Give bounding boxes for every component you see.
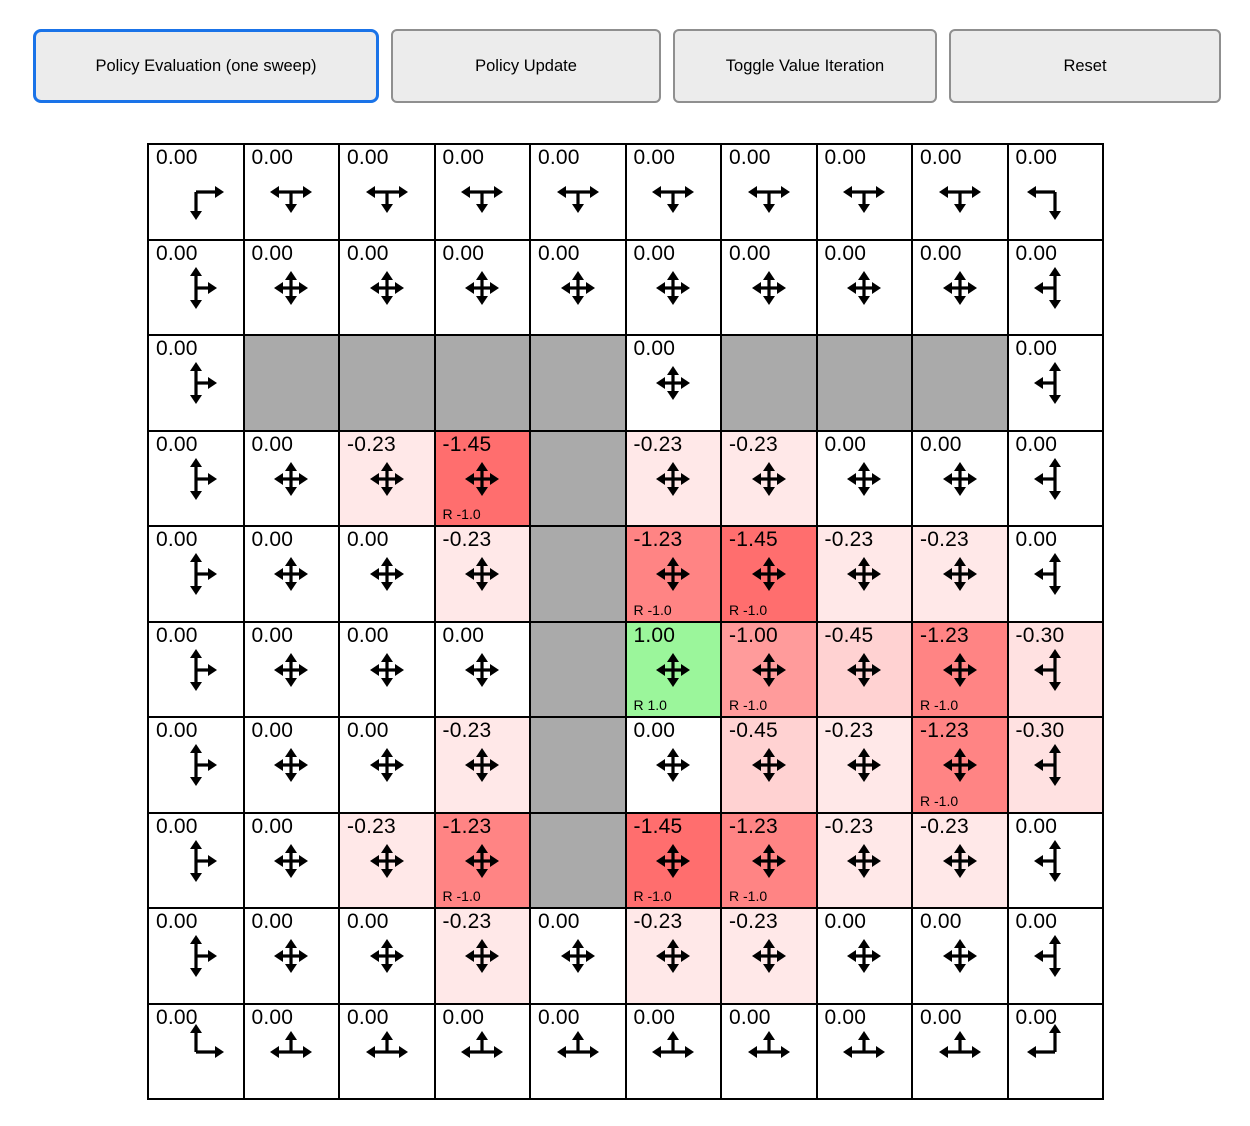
grid-cell-r0-c7[interactable] xyxy=(818,145,912,239)
cell-value: 0.00 xyxy=(156,432,198,456)
policy-arrows-icon xyxy=(832,829,896,893)
grid-cell-r3-c5[interactable] xyxy=(627,432,721,526)
policy-arrows-icon xyxy=(164,1020,228,1084)
grid-cell-r8-c1[interactable] xyxy=(245,909,339,1003)
wall-cell-r2-c7[interactable] xyxy=(818,336,912,430)
grid-cell-r1-c5[interactable] xyxy=(627,241,721,335)
wall-cell-r2-c8[interactable] xyxy=(913,336,1007,430)
wall-cell-r2-c6[interactable] xyxy=(722,336,816,430)
grid-cell-r4-c5[interactable] xyxy=(627,527,721,621)
policy-arrows-icon xyxy=(355,638,419,702)
policy-arrows-icon xyxy=(164,256,228,320)
policy-update-button[interactable]: Policy Update xyxy=(391,29,661,103)
grid-cell-r4-c8[interactable] xyxy=(913,527,1007,621)
cell-value: 0.00 xyxy=(920,146,962,169)
cell-value: 0.00 xyxy=(442,1005,485,1029)
policy-arrows-icon xyxy=(546,924,610,988)
policy-evaluation-button[interactable]: Policy Evaluation (one sweep) xyxy=(33,29,379,103)
grid-cell-r0-c1[interactable] xyxy=(245,145,339,239)
policy-arrows-icon xyxy=(928,160,992,224)
grid-cell-r3-c0[interactable] xyxy=(149,432,243,526)
policy-arrows-icon xyxy=(832,733,896,797)
cell-value: 0.00 xyxy=(1015,432,1058,456)
policy-arrows-icon xyxy=(832,542,896,606)
grid-cell-r5-c6[interactable] xyxy=(722,623,816,717)
cell-value: 0.00 xyxy=(824,146,867,169)
policy-arrows-icon xyxy=(450,542,514,606)
grid-cell-r9-c8[interactable] xyxy=(913,1005,1007,1099)
grid-cell-r9-c9[interactable] xyxy=(1009,1005,1103,1099)
grid-cell-r8-c3[interactable] xyxy=(436,909,530,1003)
policy-arrows-icon xyxy=(928,542,992,606)
policy-arrows-icon xyxy=(450,924,514,988)
cell-value: 0.00 xyxy=(824,241,867,265)
cell-value: 0.00 xyxy=(347,719,389,742)
grid-cell-r3-c2[interactable] xyxy=(340,432,434,526)
cell-value: -0.23 xyxy=(824,814,874,838)
grid-cell-r0-c2[interactable] xyxy=(340,145,434,239)
policy-arrows-icon xyxy=(832,160,896,224)
policy-arrows-icon xyxy=(641,256,705,320)
cell-value: -1.00 xyxy=(729,623,778,647)
grid-cell-r8-c6[interactable] xyxy=(722,909,816,1003)
policy-arrows-icon xyxy=(259,256,323,320)
grid-cell-r1-c2[interactable] xyxy=(340,241,434,335)
policy-arrows-icon xyxy=(641,447,705,511)
grid-cell-r9-c1[interactable] xyxy=(245,1005,339,1099)
cell-value: 0.00 xyxy=(251,623,294,647)
policy-arrows-icon xyxy=(164,542,228,606)
cell-value: -0.23 xyxy=(633,910,683,933)
grid-cell-r9-c6[interactable] xyxy=(722,1005,816,1099)
grid-cell-r1-c0[interactable] xyxy=(149,241,243,335)
policy-arrows-icon xyxy=(164,351,228,415)
grid-cell-r0-c4[interactable] xyxy=(531,145,625,239)
policy-arrows-icon xyxy=(164,638,228,702)
cell-value: 0.00 xyxy=(729,146,771,169)
cell-value: 0.00 xyxy=(251,241,294,265)
cell-value: 0.00 xyxy=(347,146,389,169)
policy-arrows-icon xyxy=(1023,160,1087,224)
policy-arrows-icon xyxy=(355,1020,419,1084)
policy-arrows-icon xyxy=(928,1020,992,1084)
cell-value: -1.23 xyxy=(729,814,778,838)
policy-arrows-icon xyxy=(832,924,896,988)
cell-value: -0.23 xyxy=(442,528,492,551)
grid-cell-r6-c9[interactable] xyxy=(1009,718,1103,812)
policy-arrows-icon xyxy=(1023,829,1087,893)
policy-arrows-icon xyxy=(164,829,228,893)
cell-value: 0.00 xyxy=(1015,337,1058,360)
cell-value: 0.00 xyxy=(251,719,294,742)
grid-cell-r5-c0[interactable] xyxy=(149,623,243,717)
policy-arrows-icon xyxy=(355,733,419,797)
cell-value: 0.00 xyxy=(920,1005,962,1029)
cell-reward-label: R -1.0 xyxy=(442,506,481,522)
cell-value: -0.23 xyxy=(920,814,969,838)
cell-value: 0.00 xyxy=(538,910,580,933)
wall-cell-r4-c4[interactable] xyxy=(531,527,625,621)
cell-value: -0.23 xyxy=(729,432,778,456)
cell-value: 0.00 xyxy=(824,432,867,456)
cell-value: 0.00 xyxy=(156,146,198,169)
grid-cell-r4-c2[interactable] xyxy=(340,527,434,621)
grid-cell-r7-c5[interactable] xyxy=(627,814,721,908)
grid-cell-r4-c7[interactable] xyxy=(818,527,912,621)
cell-value: 0.00 xyxy=(251,1005,294,1029)
cell-value: 0.00 xyxy=(1015,1005,1058,1029)
grid-cell-r6-c5[interactable] xyxy=(627,718,721,812)
grid-cell-r6-c2[interactable] xyxy=(340,718,434,812)
policy-arrows-icon xyxy=(928,829,992,893)
policy-arrows-icon xyxy=(641,542,705,606)
grid-cell-r9-c7[interactable] xyxy=(818,1005,912,1099)
grid-cell-r8-c2[interactable] xyxy=(340,909,434,1003)
grid-cell-r7-c1[interactable] xyxy=(245,814,339,908)
grid-cell-r3-c1[interactable] xyxy=(245,432,339,526)
wall-cell-r7-c4[interactable] xyxy=(531,814,625,908)
cell-value: 0.00 xyxy=(347,910,389,933)
grid-cell-r6-c3[interactable] xyxy=(436,718,530,812)
policy-arrows-icon xyxy=(164,447,228,511)
wall-cell-r2-c3[interactable] xyxy=(436,336,530,430)
cell-value: 0.00 xyxy=(1015,910,1058,933)
toolbar xyxy=(33,29,1221,103)
grid-cell-r9-c5[interactable] xyxy=(627,1005,721,1099)
policy-arrows-icon xyxy=(737,160,801,224)
grid-cell-r3-c8[interactable] xyxy=(913,432,1007,526)
grid-cell-r1-c1[interactable] xyxy=(245,241,339,335)
cell-value: -0.23 xyxy=(442,910,492,933)
grid-cell-r0-c9[interactable] xyxy=(1009,145,1103,239)
policy-arrows-icon xyxy=(450,638,514,702)
cell-value: 0.00 xyxy=(1015,814,1058,838)
cell-value: 0.00 xyxy=(920,910,962,933)
cell-value: 0.00 xyxy=(442,146,485,169)
policy-arrows-icon xyxy=(259,542,323,606)
policy-arrows-icon xyxy=(928,447,992,511)
cell-value: -0.23 xyxy=(920,528,969,551)
grid-cell-r8-c4[interactable] xyxy=(531,909,625,1003)
policy-arrows-icon xyxy=(737,829,801,893)
grid-cell-r6-c7[interactable] xyxy=(818,718,912,812)
cell-value: 0.00 xyxy=(633,1005,676,1029)
grid-cell-r4-c9[interactable] xyxy=(1009,527,1103,621)
cell-value: -1.23 xyxy=(920,719,969,742)
policy-arrows-icon xyxy=(450,256,514,320)
policy-arrows-icon xyxy=(259,829,323,893)
grid-cell-r4-c0[interactable] xyxy=(149,527,243,621)
grid-cell-r0-c3[interactable] xyxy=(436,145,530,239)
grid-cell-r0-c6[interactable] xyxy=(722,145,816,239)
grid-cell-r3-c9[interactable] xyxy=(1009,432,1103,526)
cell-value: -0.23 xyxy=(347,432,396,456)
grid-cell-r8-c5[interactable] xyxy=(627,909,721,1003)
policy-arrows-icon xyxy=(450,160,514,224)
cell-value: 0.00 xyxy=(633,146,676,169)
cell-value: 0.00 xyxy=(442,623,485,647)
policy-arrows-icon xyxy=(737,1020,801,1084)
grid-cell-r1-c9[interactable] xyxy=(1009,241,1103,335)
cell-value: -0.23 xyxy=(633,432,683,456)
grid-cell-r9-c2[interactable] xyxy=(340,1005,434,1099)
policy-arrows-icon xyxy=(737,638,801,702)
cell-value: -0.23 xyxy=(824,528,874,551)
grid-cell-r0-c0[interactable] xyxy=(149,145,243,239)
grid-cell-r7-c8[interactable] xyxy=(913,814,1007,908)
cell-value: -0.30 xyxy=(1015,623,1065,647)
grid-cell-r7-c2[interactable] xyxy=(340,814,434,908)
cell-value: 0.00 xyxy=(633,241,676,265)
cell-value: -0.23 xyxy=(729,910,778,933)
policy-arrows-icon xyxy=(546,256,610,320)
policy-arrows-icon xyxy=(737,733,801,797)
grid-cell-r6-c6[interactable] xyxy=(722,718,816,812)
grid-cell-r5-c5[interactable] xyxy=(627,623,721,717)
reset-button[interactable]: Reset xyxy=(949,29,1221,103)
cell-value: 0.00 xyxy=(156,719,198,742)
cell-value: 0.00 xyxy=(251,814,294,838)
grid-cell-r5-c1[interactable] xyxy=(245,623,339,717)
cell-value: 0.00 xyxy=(251,146,294,169)
policy-arrows-icon xyxy=(450,1020,514,1084)
cell-value: -1.45 xyxy=(633,814,683,838)
cell-reward-label: R -1.0 xyxy=(633,601,672,618)
policy-arrows-icon xyxy=(1023,351,1087,415)
policy-arrows-icon xyxy=(259,638,323,702)
cell-value: 0.00 xyxy=(156,910,198,933)
policy-arrows-icon xyxy=(450,447,514,511)
toggle-value-iteration-button[interactable]: Toggle Value Iteration xyxy=(673,29,937,103)
cell-value: 0.00 xyxy=(538,1005,580,1029)
grid-cell-r1-c8[interactable] xyxy=(913,241,1007,335)
policy-arrows-icon xyxy=(164,160,228,224)
cell-reward-label: R 1.0 xyxy=(633,697,667,713)
wall-cell-r3-c4[interactable] xyxy=(531,432,625,526)
cell-value: 0.00 xyxy=(538,146,580,169)
cell-value: 0.00 xyxy=(156,528,198,551)
grid-cell-r6-c1[interactable] xyxy=(245,718,339,812)
policy-arrows-icon xyxy=(928,733,992,797)
grid-cell-r5-c7[interactable] xyxy=(818,623,912,717)
grid-cell-r7-c0[interactable] xyxy=(149,814,243,908)
grid-cell-r9-c0[interactable] xyxy=(149,1005,243,1099)
policy-arrows-icon xyxy=(641,1020,705,1084)
cell-reward-label: R -1.0 xyxy=(729,697,768,713)
policy-arrows-icon xyxy=(832,447,896,511)
cell-value: 0.00 xyxy=(729,1005,771,1029)
policy-arrows-icon xyxy=(355,256,419,320)
cell-value: 0.00 xyxy=(824,1005,867,1029)
policy-arrows-icon xyxy=(259,160,323,224)
policy-arrows-icon xyxy=(355,924,419,988)
policy-arrows-icon xyxy=(164,733,228,797)
grid-cell-r9-c4[interactable] xyxy=(531,1005,625,1099)
cell-value: 0.00 xyxy=(1015,241,1058,265)
cell-value: -1.23 xyxy=(442,814,492,838)
grid-cell-r2-c9[interactable] xyxy=(1009,336,1103,430)
cell-value: 0.00 xyxy=(824,910,867,933)
cell-value: 0.00 xyxy=(442,241,485,265)
grid-cell-r2-c5[interactable] xyxy=(627,336,721,430)
cell-value: 0.00 xyxy=(633,337,676,360)
policy-arrows-icon xyxy=(1023,733,1087,797)
policy-arrows-icon xyxy=(259,447,323,511)
policy-arrows-icon xyxy=(259,1020,323,1084)
cell-value: -0.45 xyxy=(729,719,778,742)
grid-cell-r4-c6[interactable] xyxy=(722,527,816,621)
grid-cell-r0-c5[interactable] xyxy=(627,145,721,239)
grid-cell-r7-c9[interactable] xyxy=(1009,814,1103,908)
wall-cell-r6-c4[interactable] xyxy=(531,718,625,812)
cell-value: -1.45 xyxy=(729,528,778,551)
cell-value: 0.00 xyxy=(920,241,962,265)
cell-value: 0.00 xyxy=(251,910,294,933)
grid-cell-r2-c0[interactable] xyxy=(149,336,243,430)
cell-value: -0.45 xyxy=(824,623,874,647)
grid-cell-r8-c7[interactable] xyxy=(818,909,912,1003)
policy-arrows-icon xyxy=(259,924,323,988)
gridworld xyxy=(147,143,1104,1100)
policy-arrows-icon xyxy=(641,733,705,797)
grid-cell-r7-c6[interactable] xyxy=(722,814,816,908)
cell-value: 0.00 xyxy=(251,432,294,456)
grid-cell-r7-c3[interactable] xyxy=(436,814,530,908)
cell-value: 0.00 xyxy=(347,1005,389,1029)
policy-arrows-icon xyxy=(641,829,705,893)
cell-value: 0.00 xyxy=(156,814,198,838)
policy-arrows-icon xyxy=(832,638,896,702)
policy-arrows-icon xyxy=(928,638,992,702)
policy-arrows-icon xyxy=(355,542,419,606)
grid-cell-r1-c3[interactable] xyxy=(436,241,530,335)
grid-cell-r8-c0[interactable] xyxy=(149,909,243,1003)
cell-value: -1.23 xyxy=(920,623,969,647)
cell-value: -0.23 xyxy=(347,814,396,838)
grid-cell-r5-c2[interactable] xyxy=(340,623,434,717)
cell-value: 0.00 xyxy=(1015,146,1058,169)
policy-arrows-icon xyxy=(641,924,705,988)
wall-cell-r2-c1[interactable] xyxy=(245,336,339,430)
policy-arrows-icon xyxy=(546,160,610,224)
policy-arrows-icon xyxy=(546,1020,610,1084)
wall-cell-r2-c2[interactable] xyxy=(340,336,434,430)
policy-arrows-icon xyxy=(641,160,705,224)
cell-reward-label: R -1.0 xyxy=(920,792,959,809)
grid-cell-r3-c3[interactable] xyxy=(436,432,530,526)
policy-arrows-icon xyxy=(832,1020,896,1084)
cell-value: -0.23 xyxy=(442,719,492,742)
policy-arrows-icon xyxy=(641,351,705,415)
policy-arrows-icon xyxy=(355,160,419,224)
cell-value: 0.00 xyxy=(156,337,198,360)
cell-value: 1.00 xyxy=(633,623,676,647)
grid-cell-r1-c7[interactable] xyxy=(818,241,912,335)
grid-cell-r1-c4[interactable] xyxy=(531,241,625,335)
cell-reward-label: R -1.0 xyxy=(920,697,959,713)
grid-cell-r6-c0[interactable] xyxy=(149,718,243,812)
policy-arrows-icon xyxy=(1023,638,1087,702)
grid-cell-r7-c7[interactable] xyxy=(818,814,912,908)
cell-value: -1.45 xyxy=(442,432,492,456)
cell-value: 0.00 xyxy=(156,241,198,265)
policy-arrows-icon xyxy=(1023,1020,1087,1084)
policy-arrows-icon xyxy=(928,256,992,320)
grid-cell-r4-c1[interactable] xyxy=(245,527,339,621)
grid-cell-r4-c3[interactable] xyxy=(436,527,530,621)
cell-value: 0.00 xyxy=(251,528,294,551)
policy-arrows-icon xyxy=(164,924,228,988)
policy-arrows-icon xyxy=(737,542,801,606)
grid-cell-r3-c7[interactable] xyxy=(818,432,912,526)
policy-arrows-icon xyxy=(355,447,419,511)
grid-cell-r1-c6[interactable] xyxy=(722,241,816,335)
grid-cell-r5-c3[interactable] xyxy=(436,623,530,717)
policy-arrows-icon xyxy=(355,829,419,893)
policy-arrows-icon xyxy=(450,733,514,797)
grid-cell-r5-c8[interactable] xyxy=(913,623,1007,717)
cell-reward-label: R -1.0 xyxy=(442,888,481,904)
policy-arrows-icon xyxy=(1023,542,1087,606)
wall-cell-r5-c4[interactable] xyxy=(531,623,625,717)
policy-arrows-icon xyxy=(450,829,514,893)
grid-cell-r3-c6[interactable] xyxy=(722,432,816,526)
cell-value: 0.00 xyxy=(347,623,389,647)
cell-value: 0.00 xyxy=(920,432,962,456)
cell-value: -0.23 xyxy=(824,719,874,742)
policy-arrows-icon xyxy=(259,733,323,797)
cell-value: -0.30 xyxy=(1015,719,1065,742)
grid-cell-r9-c3[interactable] xyxy=(436,1005,530,1099)
cell-value: 0.00 xyxy=(347,241,389,265)
policy-arrows-icon xyxy=(1023,924,1087,988)
wall-cell-r2-c4[interactable] xyxy=(531,336,625,430)
policy-arrows-icon xyxy=(1023,256,1087,320)
policy-arrows-icon xyxy=(832,256,896,320)
policy-arrows-icon xyxy=(1023,447,1087,511)
cell-value: 0.00 xyxy=(156,1005,198,1029)
cell-value: 0.00 xyxy=(633,719,676,742)
cell-value: 0.00 xyxy=(1015,528,1058,551)
cell-reward-label: R -1.0 xyxy=(729,601,768,618)
cell-value: 0.00 xyxy=(347,528,389,551)
cell-value: 0.00 xyxy=(729,241,771,265)
grid-cell-r8-c8[interactable] xyxy=(913,909,1007,1003)
cell-value: 0.00 xyxy=(156,623,198,647)
policy-arrows-icon xyxy=(641,638,705,702)
policy-arrows-icon xyxy=(737,447,801,511)
cell-reward-label: R -1.0 xyxy=(633,888,672,904)
grid-cell-r0-c8[interactable] xyxy=(913,145,1007,239)
cell-value: -1.23 xyxy=(633,528,683,551)
cell-reward-label: R -1.0 xyxy=(729,888,768,904)
grid-cell-r5-c9[interactable] xyxy=(1009,623,1103,717)
policy-arrows-icon xyxy=(737,256,801,320)
policy-arrows-icon xyxy=(928,924,992,988)
grid-cell-r6-c8[interactable] xyxy=(913,718,1007,812)
grid-cell-r8-c9[interactable] xyxy=(1009,909,1103,1003)
policy-arrows-icon xyxy=(737,924,801,988)
cell-value: 0.00 xyxy=(538,241,580,265)
